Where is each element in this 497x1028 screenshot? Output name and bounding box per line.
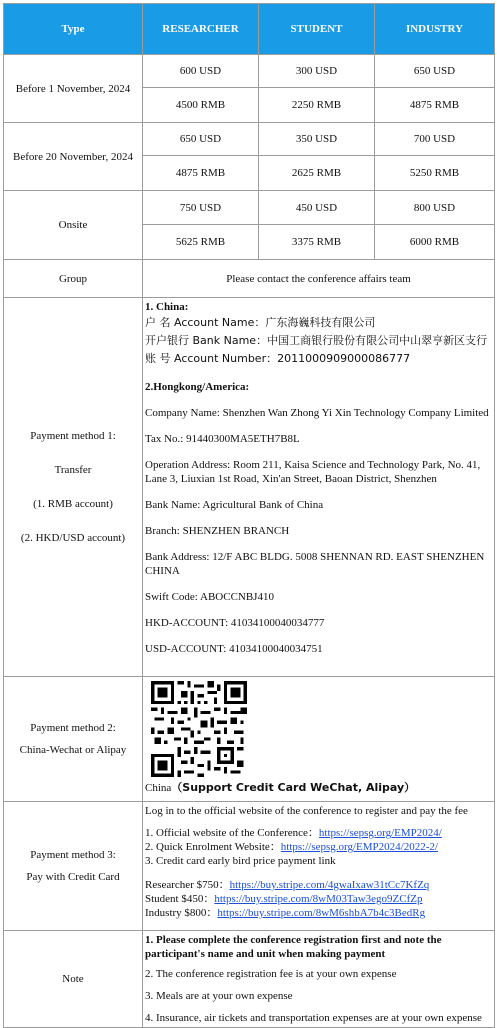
early-bird-line: 3. Credit card early bird price payment link: [145, 855, 336, 867]
branch: Branch: SHENZHEN BRANCH: [145, 525, 290, 537]
hkd-account: HKD-ACCOUNT: 41034100040034777: [145, 617, 325, 629]
note-label: Note: [4, 931, 143, 1028]
bank-address: Bank Address: 12/F ABC BLDG. 5008 SHENNAN RD. EAST SHENZHEN CHINA: [145, 551, 485, 577]
quick-enrolment-label: 2. Quick Enrolment Website：: [145, 841, 281, 853]
official-site-line: [145, 826, 494, 840]
price-cell: 650 USD: [375, 55, 495, 88]
payment-method-3-row: [4, 802, 495, 931]
swift-code: Swift Code: ABOCCNBJ410: [145, 591, 274, 603]
stripe-link-student[interactable]: https://buy.stripe.com/8wM03Taw3ego9ZCfZp: [214, 893, 423, 905]
price-cell: 600 USD: [143, 55, 259, 88]
payment-method-1-details: [143, 298, 495, 677]
price-cell: 750 USD: [143, 191, 259, 225]
quick-enrolment-line: [145, 840, 494, 854]
pay-intro: Log in to the official website of the conference to register and pay the fee: [145, 805, 468, 817]
price-row: [4, 191, 495, 225]
account-name: 户 名 Account Name：广东海巍科技有限公司: [145, 316, 376, 329]
qr-caption-prefix: China: [145, 782, 172, 794]
header-student: STUDENT: [259, 4, 375, 55]
note-item: 2. The conference registration fee is at your own expense: [145, 968, 397, 980]
company-name: Company Name: Shenzhen Wan Zhong Yi Xin Technology Company Limited: [145, 407, 489, 419]
label-line: Payment method 1:: [30, 430, 116, 442]
note-item: 3. Meals are at your own expense: [145, 990, 293, 1002]
price-row: [4, 55, 495, 88]
header-row: [4, 4, 495, 55]
qr-code: [145, 677, 494, 781]
price-cell: 4500 RMB: [143, 88, 259, 123]
account-number: 账 号 Account Number：2011000909000086777: [145, 352, 411, 365]
note-details: [143, 931, 495, 1028]
price-cell: 2250 RMB: [259, 88, 375, 123]
usd-account: USD-ACCOUNT: 41034100040034751: [145, 643, 323, 655]
payment-method-1-row: [4, 298, 495, 677]
price-row: [4, 123, 495, 156]
header-researcher: RESEARCHER: [143, 4, 259, 55]
stripe-link-line: [145, 892, 494, 906]
price-cell: 800 USD: [375, 191, 495, 225]
price-cell: 2625 RMB: [259, 156, 375, 191]
price-cell: 650 USD: [143, 123, 259, 156]
price-cell: 350 USD: [259, 123, 375, 156]
stripe-link-line: [145, 906, 494, 920]
qr-caption-bold: （Support Credit Card WeChat, Alipay）: [171, 781, 416, 794]
note-row: [4, 931, 495, 1028]
label-line: (1. RMB account): [33, 498, 113, 510]
payment-method-2-label: [4, 677, 143, 802]
payment-method-1-label: [4, 298, 143, 677]
note-item: 4. Insurance, air tickets and transportation expenses are at your own expense: [145, 1012, 482, 1024]
price-cell: 5625 RMB: [143, 225, 259, 260]
label-line: Payment method 3:: [30, 849, 116, 861]
bank-name: 开户银行 Bank Name：中国工商银行股份有限公司中山翠亨新区支行: [145, 334, 488, 347]
period-label: Before 20 November, 2024: [4, 123, 143, 191]
qr-code-icon: [151, 681, 247, 777]
payment-method-3-label: [4, 802, 143, 931]
payment-method-2-row: [4, 677, 495, 802]
group-label: Group: [4, 260, 143, 298]
note-item: 1. Please complete the conference registration first and note the participant's name and unit when making payment: [145, 934, 442, 960]
stripe-label: Industry $800：: [145, 907, 218, 919]
price-cell: 5250 RMB: [375, 156, 495, 191]
tax-no: Tax No.: 91440300MA5ETH7B8L: [145, 433, 300, 445]
header-type: Type: [4, 4, 143, 55]
hk-title: 2.Hongkong/America:: [145, 381, 250, 393]
bank-name-hk: Bank Name: Agricultural Bank of China: [145, 499, 324, 511]
operation-address: Operation Address: Room 211, Kaisa Science and Technology Park, No. 41, Lane 3, Liuxian 1st Road, Xin'an Street, Baoan District, Shenzhen: [145, 459, 481, 485]
payment-method-2-details: [143, 677, 495, 802]
price-cell: 300 USD: [259, 55, 375, 88]
header-industry: INDUSTRY: [375, 4, 495, 55]
stripe-label: Student $450：: [145, 893, 215, 905]
price-cell: 450 USD: [259, 191, 375, 225]
group-row: [4, 260, 495, 298]
label-line: (2. HKD/USD account): [20, 532, 126, 544]
china-title: 1. China:: [145, 301, 189, 313]
qr-caption: [145, 781, 494, 795]
label-line: Transfer: [54, 464, 92, 476]
payment-method-3-details: [143, 802, 495, 931]
price-cell: 4875 RMB: [375, 88, 495, 123]
stripe-label: Researcher $750：: [145, 879, 230, 891]
price-cell: 700 USD: [375, 123, 495, 156]
group-text: Please contact the conference affairs team: [143, 260, 495, 298]
official-site-link[interactable]: https://sepsg.org/EMP2024/: [318, 827, 442, 839]
stripe-link-industry[interactable]: https://buy.stripe.com/8wM6shbA7b4c3BedRg: [217, 907, 426, 919]
label-line: Payment method 2:: [30, 722, 116, 734]
period-label: Onsite: [4, 191, 143, 260]
price-cell: 6000 RMB: [375, 225, 495, 260]
label-line: Pay with Credit Card: [26, 871, 120, 883]
registration-fee-table: [3, 3, 495, 1028]
stripe-link-line: [145, 878, 494, 892]
period-label: Before 1 November, 2024: [4, 55, 143, 123]
price-cell: 4875 RMB: [143, 156, 259, 191]
official-site-label: 1. Official website of the Conference：: [145, 827, 319, 839]
price-cell: 3375 RMB: [259, 225, 375, 260]
label-line: China-Wechat or Alipay: [19, 744, 127, 756]
stripe-link-researcher[interactable]: https://buy.stripe.com/4gwaIxaw31tCc7KfZq: [229, 879, 430, 891]
quick-enrolment-link[interactable]: https://sepsg.org/EMP2024/2022-2/: [280, 841, 438, 853]
